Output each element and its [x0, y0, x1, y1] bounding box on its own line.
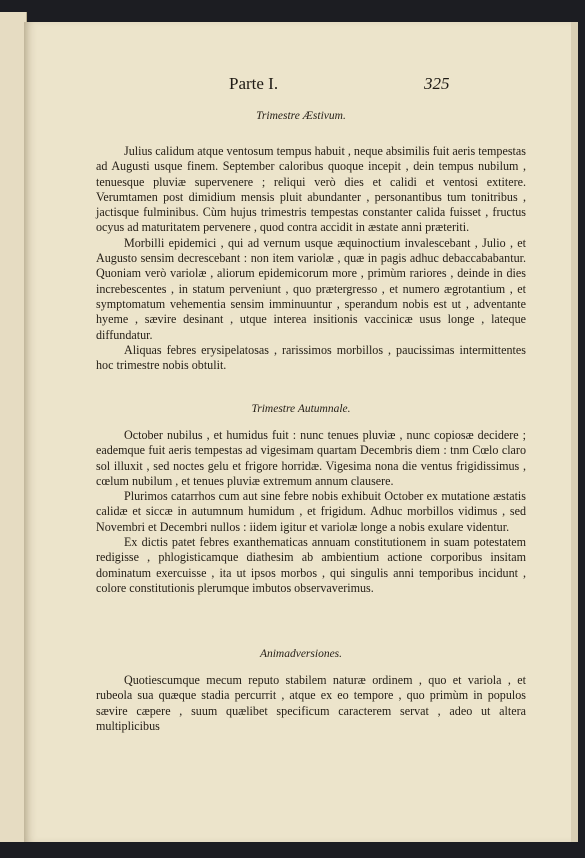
section-title-remarks: Animadversiones.	[259, 648, 343, 660]
paragraph: October nubilus , et humidus fuit : nunc tenues pluviæ , nunc copiosæ decidere ; eademque fuit aeris tempestas ad vigesimam quartam Decembris diem : tnm Cœlo claro sol illuxit , sed noctes gelu et frigore horridæ. Vigesima nona die ventus frigidissimus , cœlum nubilum , et tenues pluviæ extremum annum clausere.	[96, 428, 526, 488]
page-number: 325	[424, 74, 450, 93]
page-edge	[571, 22, 578, 842]
page-header	[24, 74, 578, 98]
paragraph: Julius calidum atque ventosum tempus habuit , neque absimilis fuit aeris tempestas ad Augusti usque finem. September caloribus quoque incepit , dein tempus nubilum , tenuesque pluviæ supervenere ; reliqui verò dies et calidi et ventosi extitere. Verumtamen post dimidium mensis pluit abundanter , personantibus tum tonitribus , jactisque fulminibus. Cùm hujus trimestris tempestas constanter calida fuisset , fructus ocyus ad maturitatem pervenere , quod contra accidit in æstate anni præteriti.	[96, 144, 526, 235]
section-remarks	[96, 673, 526, 734]
paragraph: Aliquas febres erysipelatosas , rarissimos morbillos , paucissimas intermittentes hoc trimestre nobis obtulit.	[96, 342, 526, 373]
book-page	[24, 22, 578, 842]
section-autumn	[96, 428, 526, 596]
previous-page-edge	[0, 12, 27, 842]
paragraph: Quotiescumque mecum reputo stabilem naturæ ordinem , quo et variola , et rubeola sua quæque stadia percurrit , atque ex eo tempore , quo primùm in populos sævire cæpere , suum quælibet specificum caracterem servat , adeo ut altera multiplicibus	[96, 673, 526, 733]
paragraph: Morbilli epidemici , qui ad vernum usque æquinoctium invalescebant , Julio , et Augusto sensim decrescebant : non item variolæ , quæ in pagis adhuc debaccababantur. Quoniam verò variolæ , aliorum epidemicorum more , primùm rariores , deinde in dies increbescentes , in statum perveniunt , quo prætergresso , et numero ægrotantium , et symptomatum vehementia sensim imminuuntur , sperandum nobis est ut , adventante hyeme , sævire desinant , utque interea insitionis vaccinicæ usus longe , lateque diffundatur.	[96, 235, 526, 342]
paragraph: Plurimos catarrhos cum aut sine febre nobis exhibuit October ex mutatione æstatis calidæ et siccæ in autumnum humidum , et frigidum. Adhuc morbillos vidimus , sed Novembri et Decembri nullos : iidem igitur et variolæ longe a nobis exulare videntur.	[96, 489, 526, 534]
paragraph: Ex dictis patet febres exanthematicas annuam constitutionem in suam potestatem redigisse , phlogisticamque diathesim ab ambientium actione corporibus insitam dominatum exercuisse , ita ut ipsos morbos , qui singulis anni temporibus incidunt , colore constitutionis plerumque imbutos observaverimus.	[96, 535, 526, 595]
section-summer	[96, 144, 526, 373]
running-head: Parte I.	[229, 74, 279, 93]
section-title-autumn: Trimestre Autumnale.	[251, 403, 351, 415]
section-title-summer: Trimestre Æstivum.	[256, 110, 346, 122]
